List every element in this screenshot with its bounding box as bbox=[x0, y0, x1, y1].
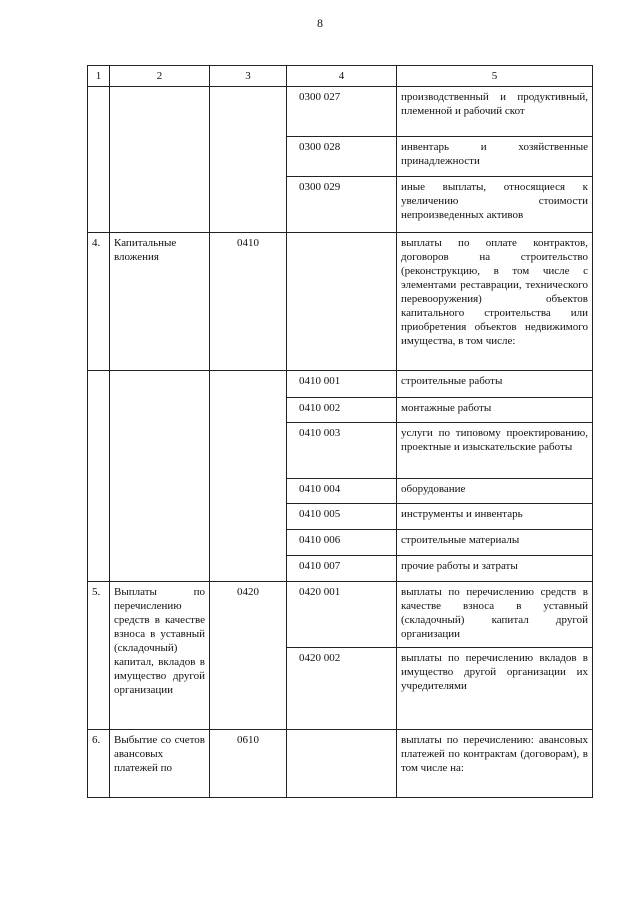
description: монтажные работы bbox=[397, 398, 593, 423]
description: инструменты и инвентарь bbox=[397, 504, 593, 530]
description: выплаты по перечислению средств в качестве взноса в уставный (складочный) капитал другой организации bbox=[397, 582, 593, 648]
description: выплаты по перечислению: авансовых платежей по контрактам (договорам), в том числе на: bbox=[397, 730, 593, 798]
sub-code: 0410 001 bbox=[287, 371, 397, 398]
row-code: 0610 bbox=[210, 730, 287, 798]
description: услуги по типовому проектированию, проектные и изыскательские работы bbox=[397, 423, 593, 479]
sub-code: 0410 002 bbox=[287, 398, 397, 423]
row-code bbox=[210, 87, 287, 233]
row-number: 4. bbox=[88, 233, 110, 371]
row-code: 0410 bbox=[210, 233, 287, 371]
column-header: 2 bbox=[110, 66, 210, 87]
description: оборудование bbox=[397, 479, 593, 504]
sub-code: 0420 001 bbox=[287, 582, 397, 648]
description: иные выплаты, относящиеся к увеличению стоимости непроизведенных активов bbox=[397, 177, 593, 233]
sub-code bbox=[287, 233, 397, 371]
description: строительные работы bbox=[397, 371, 593, 398]
sub-code: 0410 005 bbox=[287, 504, 397, 530]
classification-table bbox=[87, 65, 593, 798]
sub-code: 0300 027 bbox=[287, 87, 397, 137]
table-row bbox=[88, 582, 593, 648]
table-header-row bbox=[88, 66, 593, 87]
row-name: Выбытие со счетов авансовых платежей по bbox=[110, 730, 210, 798]
row-name bbox=[110, 87, 210, 233]
table-row bbox=[88, 87, 593, 137]
description: прочие работы и затраты bbox=[397, 556, 593, 582]
column-header: 5 bbox=[397, 66, 593, 87]
page-number: 8 bbox=[317, 16, 323, 30]
description: выплаты по оплате контрактов, договоров на строительство (реконструкцию, в том числе с элементами реставрации, технического перевооружения) объектов капитального строительства или приобретения объектов недвижимого имущества, в том числе: bbox=[397, 233, 593, 371]
sub-code: 0410 007 bbox=[287, 556, 397, 582]
row-name bbox=[110, 371, 210, 582]
row-number: 5. bbox=[88, 582, 110, 730]
row-number bbox=[88, 87, 110, 233]
sub-code: 0410 006 bbox=[287, 530, 397, 556]
description: строительные материалы bbox=[397, 530, 593, 556]
row-name: Выплаты по перечислению средств в качестве взноса в уставный (складочный) капитал, вкладов в имущество другой организации bbox=[110, 582, 210, 730]
row-number bbox=[88, 371, 110, 582]
row-number: 6. bbox=[88, 730, 110, 798]
sub-code: 0420 002 bbox=[287, 648, 397, 730]
description: выплаты по перечислению вкладов в имущество другой организации их учредителями bbox=[397, 648, 593, 730]
sub-code: 0300 029 bbox=[287, 177, 397, 233]
row-name: Капитальные вложения bbox=[110, 233, 210, 371]
column-header: 3 bbox=[210, 66, 287, 87]
row-code bbox=[210, 371, 287, 582]
column-header: 1 bbox=[88, 66, 110, 87]
table-row bbox=[88, 730, 593, 798]
row-code: 0420 bbox=[210, 582, 287, 730]
table-row bbox=[88, 371, 593, 398]
sub-code: 0410 003 bbox=[287, 423, 397, 479]
sub-code bbox=[287, 730, 397, 798]
sub-code: 0410 004 bbox=[287, 479, 397, 504]
table-row bbox=[88, 233, 593, 371]
sub-code: 0300 028 bbox=[287, 137, 397, 177]
description: производственный и продуктивный, племенной и рабочий скот bbox=[397, 87, 593, 137]
column-header: 4 bbox=[287, 66, 397, 87]
description: инвентарь и хозяйственные принадлежности bbox=[397, 137, 593, 177]
